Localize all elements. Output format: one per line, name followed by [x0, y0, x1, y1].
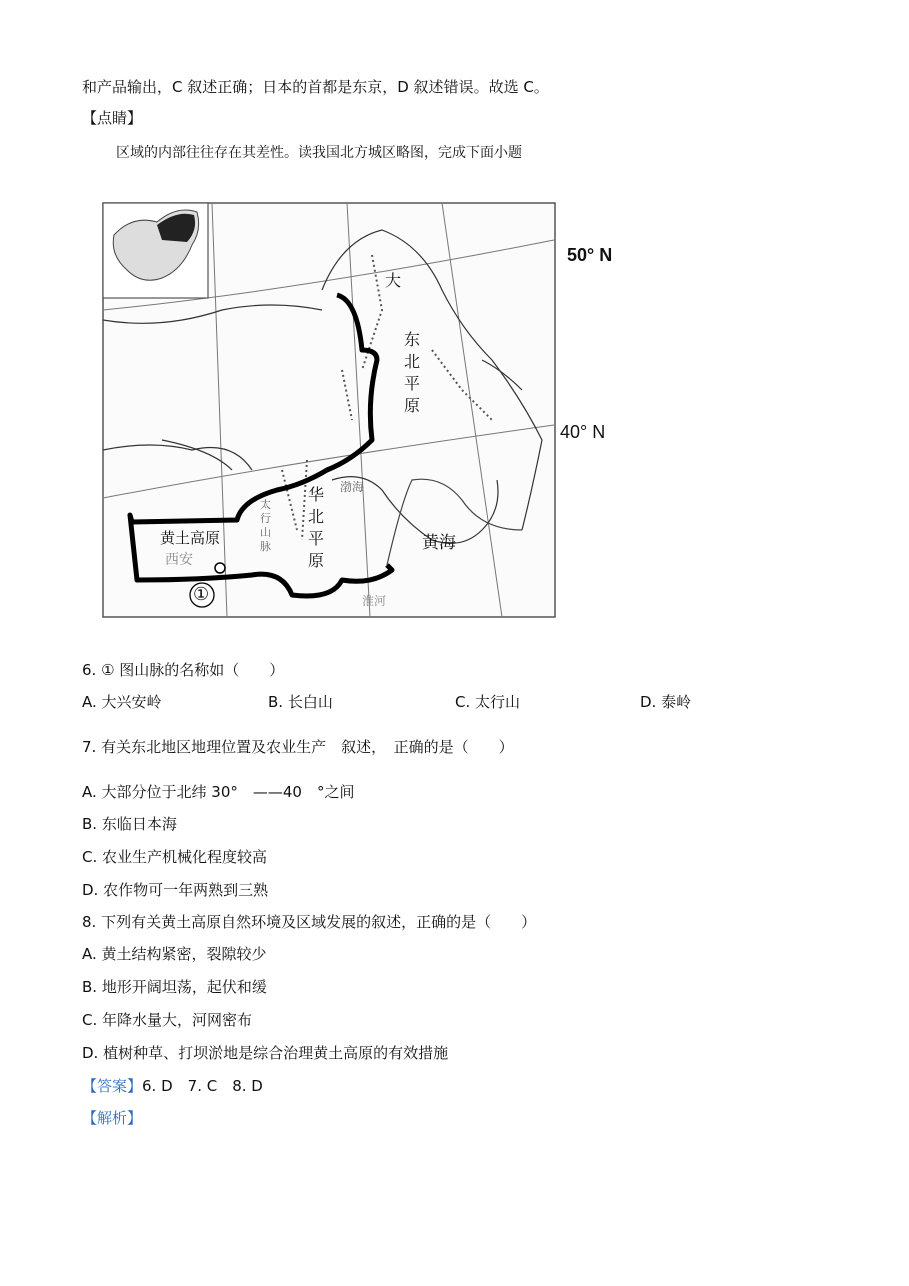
north-china-map	[102, 200, 613, 620]
map-label-xian: 西安	[165, 551, 193, 567]
q8-option-c: C. 年降水量大，河网密布	[82, 1011, 253, 1029]
q8-option-d: D. 植树种草、打坝淤地是综合治理黄土高原的有效措施	[82, 1044, 449, 1062]
q8-option-a: A. 黄土结构紧密，裂隙较少	[82, 945, 267, 963]
map-label-taihang: 太行山脉	[260, 499, 271, 553]
q7-option-b: B. 东临日本海	[82, 815, 177, 833]
q6-option-b: B. 长白山	[268, 693, 333, 711]
q8-option-b: B. 地形开阔坦荡，起伏和缓	[82, 978, 267, 996]
map-label-bohai: 渤海	[340, 480, 365, 494]
q8-stem: 8. 下列有关黄土高原自然环境及区域发展的叙述，正确的是（ ）	[82, 913, 537, 931]
q7-option-c: C. 农业生产机械化程度较高	[82, 848, 268, 866]
map-label-huabei: 华北平原	[308, 487, 325, 570]
map-label-lat-50: 50° N	[567, 245, 613, 265]
map-label-circle-1: ①	[193, 584, 210, 604]
previous-answer-text: 和产品输出，C 叙述正确；日本的首都是东京，D 叙述错误。故选 C。	[82, 78, 549, 96]
map-label-huangtu: 黄土高原	[160, 530, 221, 547]
map-label-huanghai: 黄海	[422, 533, 456, 552]
answer-text: 6. D 7. C 8. D	[142, 1077, 263, 1095]
xian-point	[215, 563, 225, 573]
answer-line	[82, 1076, 263, 1096]
q7-option-d: D. 农作物可一年两熟到三熟	[82, 881, 269, 899]
map-label-dongbei: 东北平原	[404, 332, 421, 415]
map-label-da: 大	[385, 273, 402, 290]
q6-option-c: C. 太行山	[455, 693, 521, 711]
q6-stem: 6. ① 图山脉的名称如（ ）	[82, 661, 285, 679]
question-intro: 区域的内部往往存在其差性。读我国北方城区略图，完成下面小题	[116, 145, 522, 161]
q7-stem: 7. 有关东北地区地理位置及农业生产 叙述， 正确的是（ ）	[82, 738, 514, 756]
q6-option-d: D. 泰岭	[640, 693, 692, 711]
map-label-lat-40: 40° N	[560, 422, 606, 442]
answer-label: 【答案】	[82, 1077, 143, 1095]
analysis-heading: 【解析】	[82, 1109, 143, 1127]
q6-option-a: A. 大兴安岭	[82, 693, 162, 711]
q7-option-a: A. 大部分位于北纬 30° ——40 °之间	[82, 783, 355, 801]
dianjing-heading: 【点睛】	[82, 109, 143, 127]
map-label-huaihe: 淮河	[362, 594, 387, 608]
